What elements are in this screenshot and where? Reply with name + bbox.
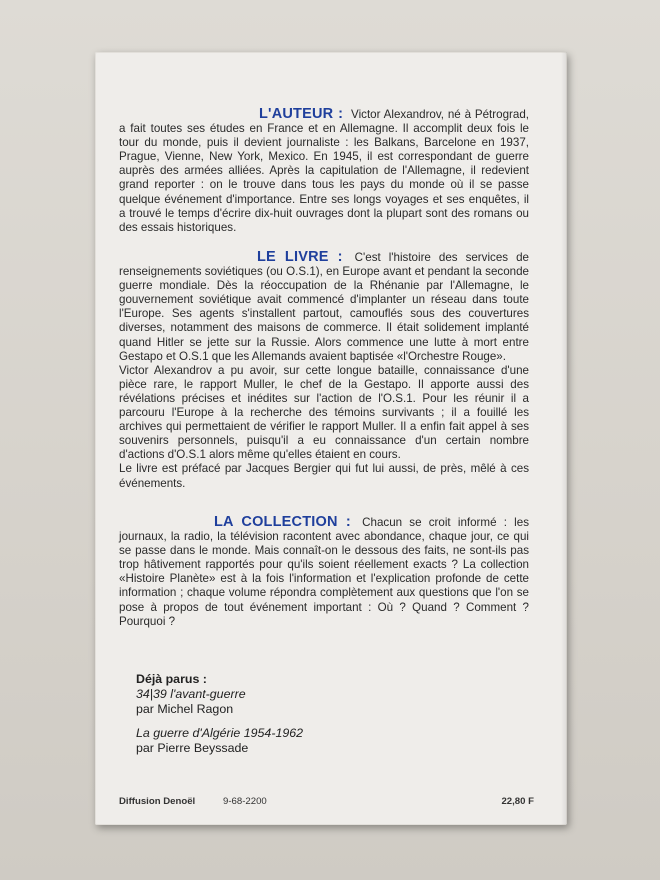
deja-parus-label: Déjà parus : (136, 672, 207, 686)
heading-livre: LE LIVRE : (257, 249, 343, 265)
previously-published (136, 672, 436, 756)
livre-text-2: Victor Alexandrov a pu avoir, sur cette longue bataille, connaissance d'une pièce rare, le rapport Muller, le chef de la Gestapo. Il apporte aussi des révélations précises et inédites sur l'action de l'O.S.1. Pour les réunir il a parcouru l'Europe à la recherche des témoins survivants ; il a fouillé les archives qui permettaient de vérifier le rapport Muller. Il a enfin fait appel à ses souvenirs personnels, puisqu'il a eu connaissance d'un certain nombre d'actions d'O.S.1 alors même qu'elles étaient en cours. (119, 363, 529, 462)
book-back-cover (95, 52, 567, 825)
published-author-1: par Michel Ragon (136, 702, 234, 716)
livre-text-1: C'est l'histoire des services de renseignements soviétiques (ou O.S.1), en Europe avant et pendant la seconde guerre mondiale. Dès la réoccupation de la Rhénanie par l'Allemagne, le gouvernement soviétique avait commencé d'implanter un réseau dans toute l'Europe. Ses agents s'installent partout, camouflés sous des couvertures diverses, notamment des maisons de commerce. Il était solidement implanté quand Hitler se jette sur la Russie. Alors commence une lutte à mort entre Gestapo et O.S.1 que les Allemands avaient baptisée «l'Orchestre Rouge». (119, 251, 529, 363)
heading-collection: LA COLLECTION : (214, 514, 351, 530)
distributor-name: Diffusion Denoël (119, 796, 196, 807)
livre-text-3: Le livre est préfacé par Jacques Bergier qui fut lui aussi, de près, mêlé à ces événements. (119, 462, 529, 490)
section-collection (119, 515, 529, 629)
collection-text: Chacun se croit informé : les journaux, la radio, la télévision racontent avec abondance, chaque jour, ce qui se passe dans le monde. Mais connaît-on le dessous des faits, ne sont-ils pas trop hâtivement rapportés pour qu'ils soient réellement exacts ? La collection «Histoire Planète» est à la fois l'information et l'explication profonde de cette information ; chaque volume répondra complètement aux questions que l'on se pose à propos de tout événement important : Où ? Quand ? Comment ? Pourquoi ? (119, 516, 529, 628)
published-author-2: par Pierre Beyssade (136, 741, 249, 755)
catalog-code: 9-68-2200 (223, 796, 267, 807)
price-label: 22,80 F (501, 796, 534, 807)
heading-auteur: L'AUTEUR : (259, 106, 344, 122)
auteur-text: Victor Alexandrov, né à Pétrograd, a fait toutes ses études en France et en Allemagne. Il accomplit deux fois le tour du monde, puis il devient journaliste : les Balkans, Barcelone en 1937, Prague, Vienne, New York, Mexico. En 1945, il est correspondant de guerre auprès des armées alliées. Après la capitulation de l'Allemagne, il redevient grand reporter : on le trouve dans tous les pays du monde où il se passe quelque événement d'importance. Entre ses longs voyages et ses enquêtes, il a trouvé le temps d'écrire dix-huit ouvrages dont la plupart sont des romans ou des essais historiques. (119, 108, 530, 234)
published-title-1: 34|39 l'avant-guerre (136, 687, 246, 701)
published-title-2: La guerre d'Algérie 1954-1962 (136, 726, 304, 740)
section-livre (119, 250, 529, 491)
cover-edge-shadow (561, 52, 567, 825)
section-auteur (119, 107, 529, 235)
